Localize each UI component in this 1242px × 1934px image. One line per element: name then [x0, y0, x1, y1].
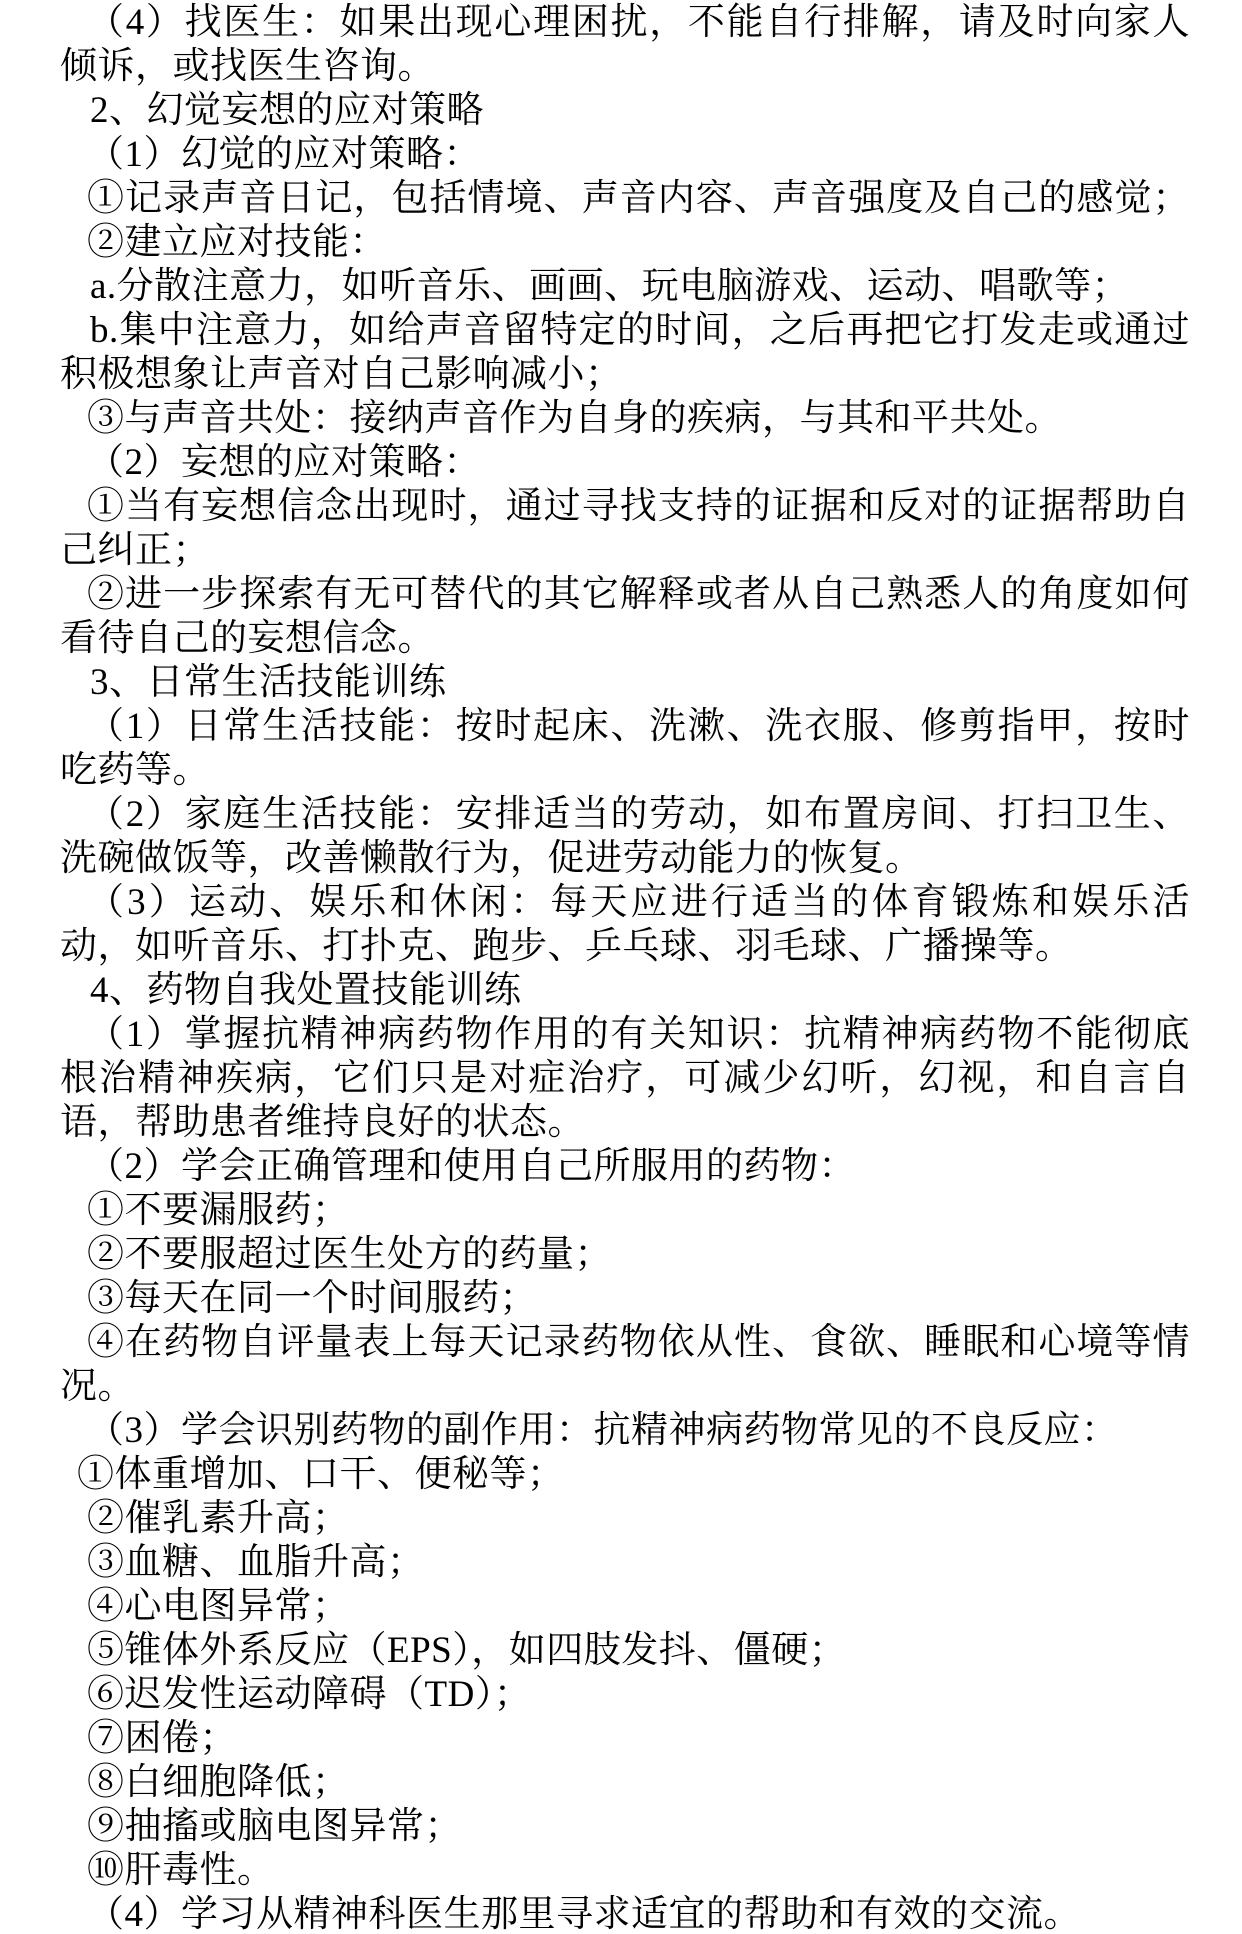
list-item-coexist-with-voices — [60, 398, 1190, 439]
text-line: （2）家庭生活技能：安排适当的劳动，如布置房间、打扫卫生、 — [87, 794, 1190, 835]
text-line: （2）妄想的应对策略： — [87, 442, 481, 483]
text-line: ②进一步探索有无可替代的其它解释或者从自己熟悉人的角度如何 — [87, 574, 1190, 615]
paragraph-antipsychotic-knowledge — [60, 1014, 1190, 1143]
text-line: ②催乳素升高； — [87, 1498, 350, 1539]
text-line: ⑧白细胞降低； — [87, 1762, 350, 1803]
section-heading: 2、幻觉妄想的应对策略 — [90, 90, 484, 131]
list-item-focused-attention — [60, 310, 1190, 395]
section-medication-self-management — [60, 970, 1190, 1934]
text-line: ③每天在同一个时间服药； — [87, 1278, 537, 1319]
list-item-side-effect — [60, 1542, 1190, 1583]
text-line: （1）幻觉的应对策略： — [87, 134, 481, 175]
text-line: 积极想象让声音对自己影响减小； — [60, 354, 623, 395]
section-heading: 4、药物自我处置技能训练 — [90, 970, 522, 1011]
text-line: 动，如听音乐、打扑克、跑步、乒乓球、羽毛球、广播操等。 — [60, 926, 1073, 967]
list-item-alternative-explanations — [60, 574, 1190, 659]
paragraph-exercise-leisure — [60, 882, 1190, 967]
text-line: b.集中注意力，如给声音留特定的时间，之后再把它打发走或通过 — [90, 310, 1190, 351]
text-line: 语，帮助患者维持良好的状态。 — [60, 1102, 585, 1143]
list-item-no-missed-doses — [60, 1190, 1190, 1231]
list-item-side-effect — [60, 1718, 1190, 1759]
text-line: ④在药物自评量表上每天记录药物依从性、食欲、睡眠和心境等情 — [87, 1322, 1190, 1363]
text-line: ②建立应对技能： — [87, 222, 387, 263]
text-line: ②不要服超过医生处方的药量； — [87, 1234, 612, 1275]
list-item-side-effect — [60, 1806, 1190, 1847]
subheading-hallucination-strategies — [60, 134, 1190, 175]
paragraph-household-skills — [60, 794, 1190, 879]
text-line: （3）运动、娱乐和休闲：每天应进行适当的体育锻炼和娱乐活 — [87, 882, 1190, 923]
text-line: （4）学习从精神科医生那里寻求适宜的帮助和有效的交流。 — [87, 1894, 1081, 1934]
text-line: 况。 — [60, 1366, 135, 1407]
text-line: a.分散注意力，如听音乐、画画、玩电脑游戏、运动、唱歌等； — [90, 266, 1130, 307]
section-hallucination-delusion-coping — [60, 90, 1190, 659]
text-line: ⑥迟发性运动障碍（TD）； — [87, 1674, 532, 1715]
text-line: ④心电图异常； — [87, 1586, 350, 1627]
text-line: （1）掌握抗精神病药物作用的有关知识：抗精神病药物不能彻底 — [87, 1014, 1190, 1055]
text-line: 己纠正； — [60, 530, 210, 571]
list-item-self-rating-log — [60, 1322, 1190, 1407]
list-item-side-effect — [60, 1586, 1190, 1627]
text-line: ①当有妄想信念出现时，通过寻找支持的证据和反对的证据帮助自 — [87, 486, 1190, 527]
text-line: （3）学会识别药物的副作用：抗精神病药物常见的不良反应： — [87, 1410, 1119, 1451]
text-line: ⑤锥体外系反应（EPS），如四肢发抖、僵硬； — [87, 1630, 847, 1671]
text-line: 洗碗做饭等，改善懒散行为，促进劳动能力的恢复。 — [60, 838, 923, 879]
list-item-distraction — [60, 266, 1190, 307]
text-line: 看待自己的妄想信念。 — [60, 618, 435, 659]
subheading-medication-management — [60, 1146, 1190, 1187]
text-line: ⑨抽搐或脑电图异常； — [87, 1806, 462, 1847]
text-line: ①不要漏服药； — [87, 1190, 350, 1231]
list-item-side-effect — [60, 1762, 1190, 1803]
paragraph-find-doctor — [60, 2, 1190, 87]
section-daily-living-skills — [60, 662, 1190, 967]
list-item-same-time-daily — [60, 1278, 1190, 1319]
list-item-side-effect — [60, 1630, 1190, 1671]
text-line: （1）日常生活技能：按时起床、洗漱、洗衣服、修剪指甲，按时 — [87, 706, 1190, 747]
list-item-side-effect — [60, 1674, 1190, 1715]
list-item-voice-diary — [60, 178, 1190, 219]
list-item-evidence-check — [60, 486, 1190, 571]
text-line: ①记录声音日记，包括情境、声音内容、声音强度及自己的感觉； — [87, 178, 1190, 219]
subheading-delusion-strategies — [60, 442, 1190, 483]
list-item-side-effect — [60, 1454, 1190, 1495]
list-item-side-effect — [60, 1498, 1190, 1539]
paragraph-seek-psychiatrist-help — [60, 1894, 1190, 1934]
text-line: ⑦困倦； — [87, 1718, 237, 1759]
paragraph-daily-living — [60, 706, 1190, 791]
text-line: （2）学会正确管理和使用自己所服用的药物： — [87, 1146, 856, 1187]
section-heading: 3、日常生活技能训练 — [90, 662, 447, 703]
list-item-no-overdose — [60, 1234, 1190, 1275]
text-line: 根治精神疾病，它们只是对症治疗，可减少幻听，幻视，和自言自 — [60, 1058, 1190, 1099]
text-line: （4）找医生：如果出现心理困扰，不能自行排解，请及时向家人 — [87, 2, 1190, 43]
text-line: 倾诉，或找医生咨询。 — [60, 46, 435, 87]
list-item-side-effect — [60, 1850, 1190, 1891]
text-line: ③血糖、血脂升高； — [87, 1542, 425, 1583]
subheading-side-effects — [60, 1410, 1190, 1451]
text-line: ③与声音共处：接纳声音作为自身的疾病，与其和平共处。 — [87, 398, 1062, 439]
text-line: ⑩肝毒性。 — [87, 1850, 275, 1891]
text-line: ①体重增加、口干、便秘等； — [77, 1454, 565, 1495]
list-item-coping-skills — [60, 222, 1190, 263]
text-line: 吃药等。 — [60, 750, 210, 791]
